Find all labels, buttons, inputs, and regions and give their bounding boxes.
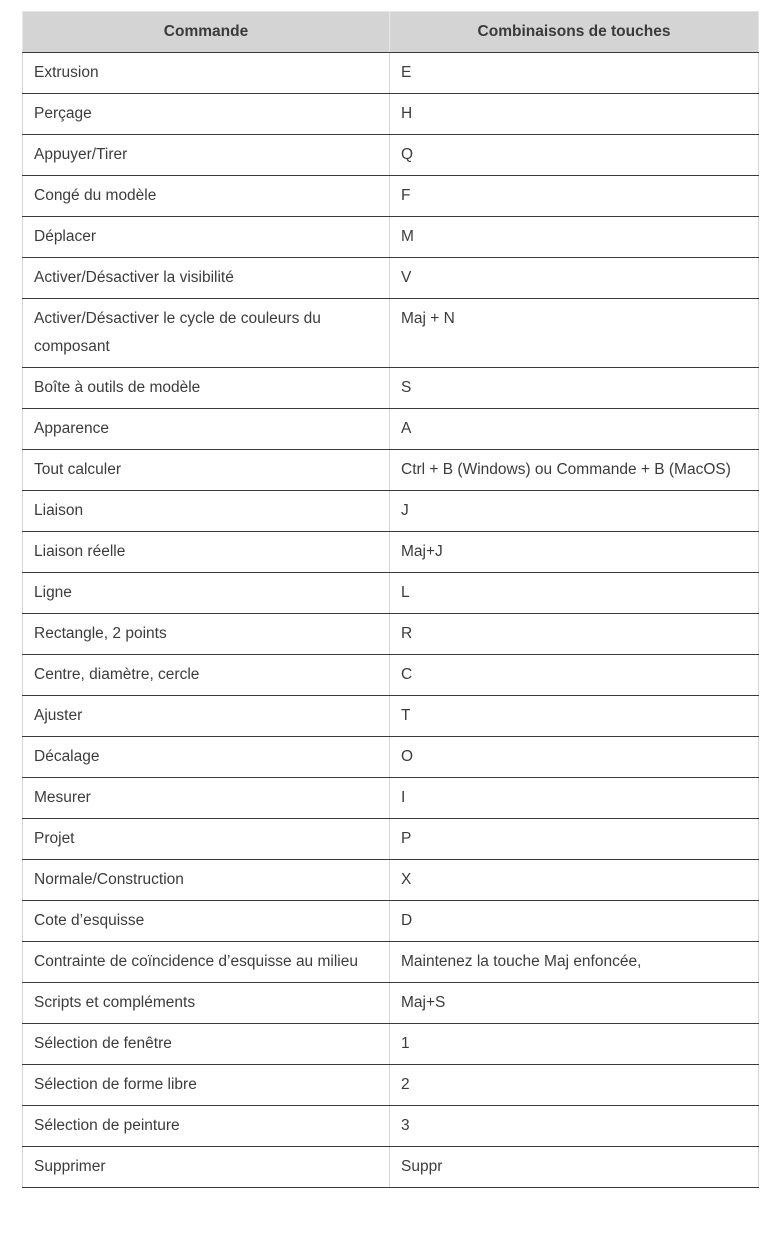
table-row bbox=[23, 983, 759, 1024]
shortcut-cell: J bbox=[390, 491, 759, 532]
command-cell: Appuyer/Tirer bbox=[23, 135, 390, 176]
command-cell: Tout calculer bbox=[23, 450, 390, 491]
header-key-combination: Combinaisons de touches bbox=[390, 12, 759, 53]
shortcut-cell: 1 bbox=[390, 1024, 759, 1065]
command-cell: Activer/Désactiver le cycle de couleurs du composant bbox=[23, 299, 390, 368]
shortcuts-table bbox=[22, 11, 759, 1188]
table-row bbox=[23, 258, 759, 299]
shortcut-cell: E bbox=[390, 53, 759, 94]
command-cell: Liaison bbox=[23, 491, 390, 532]
table-row bbox=[23, 491, 759, 532]
shortcut-cell: L bbox=[390, 573, 759, 614]
shortcut-cell: M bbox=[390, 217, 759, 258]
table-row bbox=[23, 778, 759, 819]
shortcut-cell: A bbox=[390, 409, 759, 450]
table-row bbox=[23, 53, 759, 94]
shortcuts-table-container bbox=[22, 11, 758, 1188]
table-row bbox=[23, 696, 759, 737]
command-cell: Perçage bbox=[23, 94, 390, 135]
shortcut-cell: Maj+J bbox=[390, 532, 759, 573]
shortcut-cell: R bbox=[390, 614, 759, 655]
command-cell: Liaison réelle bbox=[23, 532, 390, 573]
shortcut-cell: I bbox=[390, 778, 759, 819]
shortcut-cell: D bbox=[390, 901, 759, 942]
command-cell: Contrainte de coïncidence d’esquisse au milieu bbox=[23, 942, 390, 983]
shortcut-cell: F bbox=[390, 176, 759, 217]
table-row bbox=[23, 1024, 759, 1065]
command-cell: Sélection de forme libre bbox=[23, 1065, 390, 1106]
command-cell: Activer/Désactiver la visibilité bbox=[23, 258, 390, 299]
shortcut-cell: Maj+S bbox=[390, 983, 759, 1024]
table-row bbox=[23, 614, 759, 655]
shortcut-cell: Q bbox=[390, 135, 759, 176]
table-row bbox=[23, 450, 759, 491]
table-row bbox=[23, 737, 759, 778]
table-row bbox=[23, 655, 759, 696]
command-cell: Sélection de peinture bbox=[23, 1106, 390, 1147]
shortcut-cell: V bbox=[390, 258, 759, 299]
command-cell: Mesurer bbox=[23, 778, 390, 819]
table-row bbox=[23, 299, 759, 368]
shortcut-cell: O bbox=[390, 737, 759, 778]
table-row bbox=[23, 1065, 759, 1106]
table-row bbox=[23, 819, 759, 860]
shortcut-cell: 3 bbox=[390, 1106, 759, 1147]
table-row bbox=[23, 942, 759, 983]
command-cell: Sélection de fenêtre bbox=[23, 1024, 390, 1065]
command-cell: Décalage bbox=[23, 737, 390, 778]
command-cell: Centre, diamètre, cercle bbox=[23, 655, 390, 696]
table-row bbox=[23, 573, 759, 614]
shortcut-cell: T bbox=[390, 696, 759, 737]
command-cell: Rectangle, 2 points bbox=[23, 614, 390, 655]
table-row bbox=[23, 901, 759, 942]
command-cell: Normale/Construction bbox=[23, 860, 390, 901]
shortcut-cell: Ctrl + B (Windows) ou Commande + B (MacOS) bbox=[390, 450, 759, 491]
command-cell: Déplacer bbox=[23, 217, 390, 258]
command-cell: Ajuster bbox=[23, 696, 390, 737]
command-cell: Ligne bbox=[23, 573, 390, 614]
command-cell: Projet bbox=[23, 819, 390, 860]
table-row bbox=[23, 1147, 759, 1188]
shortcut-cell: H bbox=[390, 94, 759, 135]
shortcut-cell: C bbox=[390, 655, 759, 696]
table-row bbox=[23, 1106, 759, 1147]
table-row bbox=[23, 94, 759, 135]
table-row bbox=[23, 532, 759, 573]
table-row bbox=[23, 409, 759, 450]
table-row bbox=[23, 176, 759, 217]
command-cell: Apparence bbox=[23, 409, 390, 450]
table-row bbox=[23, 217, 759, 258]
header-command: Commande bbox=[23, 12, 390, 53]
table-row bbox=[23, 368, 759, 409]
shortcut-cell: P bbox=[390, 819, 759, 860]
shortcut-cell: Maintenez la touche Maj enfoncée, bbox=[390, 942, 759, 983]
command-cell: Extrusion bbox=[23, 53, 390, 94]
command-cell: Supprimer bbox=[23, 1147, 390, 1188]
command-cell: Boîte à outils de modèle bbox=[23, 368, 390, 409]
table-header-row bbox=[23, 12, 759, 53]
command-cell: Scripts et compléments bbox=[23, 983, 390, 1024]
shortcut-cell: S bbox=[390, 368, 759, 409]
command-cell: Cote d’esquisse bbox=[23, 901, 390, 942]
shortcut-cell: 2 bbox=[390, 1065, 759, 1106]
table-row bbox=[23, 135, 759, 176]
shortcut-cell: Suppr bbox=[390, 1147, 759, 1188]
table-row bbox=[23, 860, 759, 901]
shortcut-cell: Maj + N bbox=[390, 299, 759, 368]
command-cell: Congé du modèle bbox=[23, 176, 390, 217]
shortcut-cell: X bbox=[390, 860, 759, 901]
